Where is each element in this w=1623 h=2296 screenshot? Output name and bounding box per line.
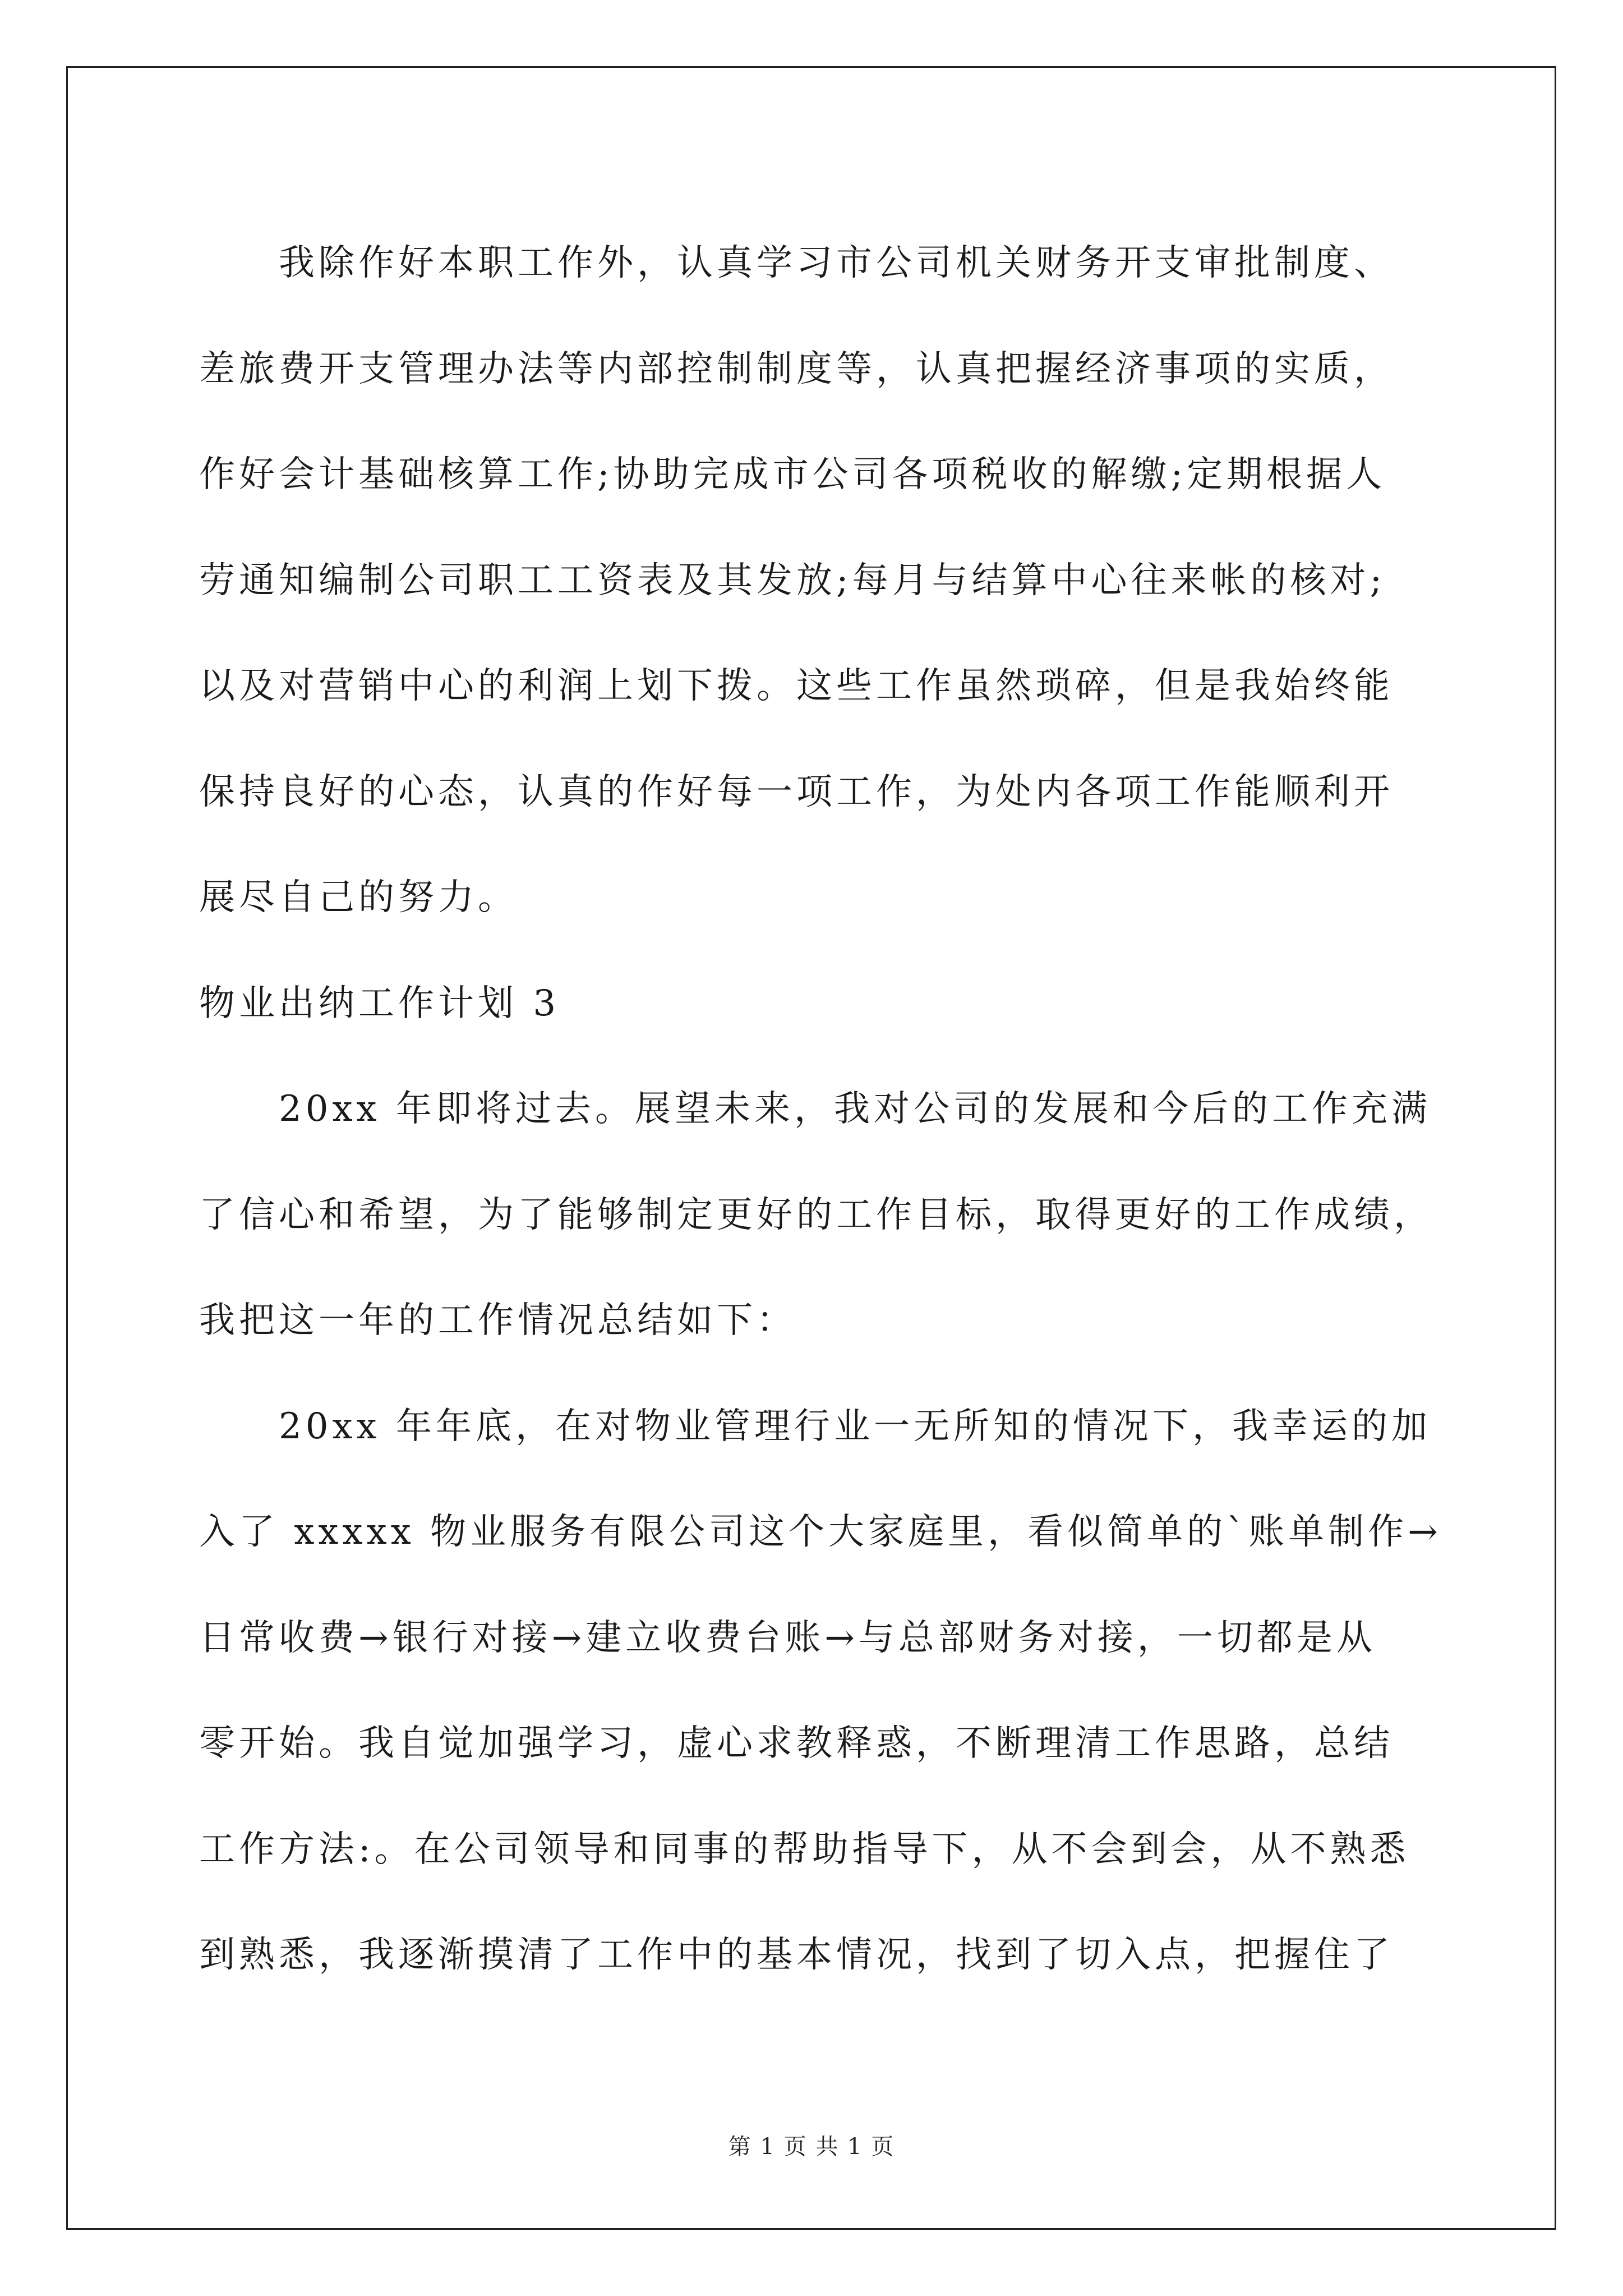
paragraph-line: 日常收费→银行对接→建立收费台账→与总部财务对接，一切都是从 xyxy=(199,1617,1376,1659)
paragraph-line: 作好会计基础核算工作;协助完成市公司各项税收的解缴;定期根据人 xyxy=(199,454,1386,495)
paragraph-line: 我除作好本职工作外，认真学习市公司机关财务开支审批制度、 xyxy=(279,242,1394,284)
paragraph-line: 展尽自己的努力。 xyxy=(199,877,518,918)
paragraph-line: 20xx 年年底，在对物业管理行业一无所知的情况下，我幸运的加 xyxy=(279,1405,1431,1447)
paragraph-line: 到熟悉，我逐渐摸清了工作中的基本情况，找到了切入点，把握住了 xyxy=(199,1934,1394,1976)
document-body xyxy=(199,210,1442,2008)
paragraph-line: 了信心和希望，为了能够制定更好的工作目标，取得更好的工作成绩， xyxy=(199,1194,1433,1236)
paragraph-line: 工作方法:。在公司领导和同事的帮助指导下，从不会到会，从不熟悉 xyxy=(199,1828,1410,1870)
paragraph-line: 零开始。我自觉加强学习，虚心求教释惑，不断理清工作思路，总结 xyxy=(199,1723,1394,1764)
paragraph-line: 保持良好的心态，认真的作好每一项工作，为处内各项工作能顺利开 xyxy=(199,771,1394,813)
paragraph-line: 我把这一年的工作情况总结如下： xyxy=(199,1300,796,1341)
paragraph-line: 20xx 年即将过去。展望未来，我对公司的发展和今后的工作充满 xyxy=(279,1088,1431,1130)
paragraph-line: 劳通知编制公司职工工资表及其发放;每月与结算中心往来帐的核对; xyxy=(199,559,1386,601)
section-heading: 物业出纳工作计划 3 xyxy=(199,982,560,1024)
paragraph-line: 入了 xxxxx 物业服务有限公司这个大家庭里，看似简单的`账单制作→ xyxy=(199,1511,1442,1553)
page-number-footer: 第 1 页 共 1 页 xyxy=(728,2134,895,2160)
paragraph-line: 差旅费开支管理办法等内部控制制度等，认真把握经济事项的实质， xyxy=(199,348,1394,390)
paragraph-line: 以及对营销中心的利润上划下拨。这些工作虽然琐碎，但是我始终能 xyxy=(199,665,1394,707)
